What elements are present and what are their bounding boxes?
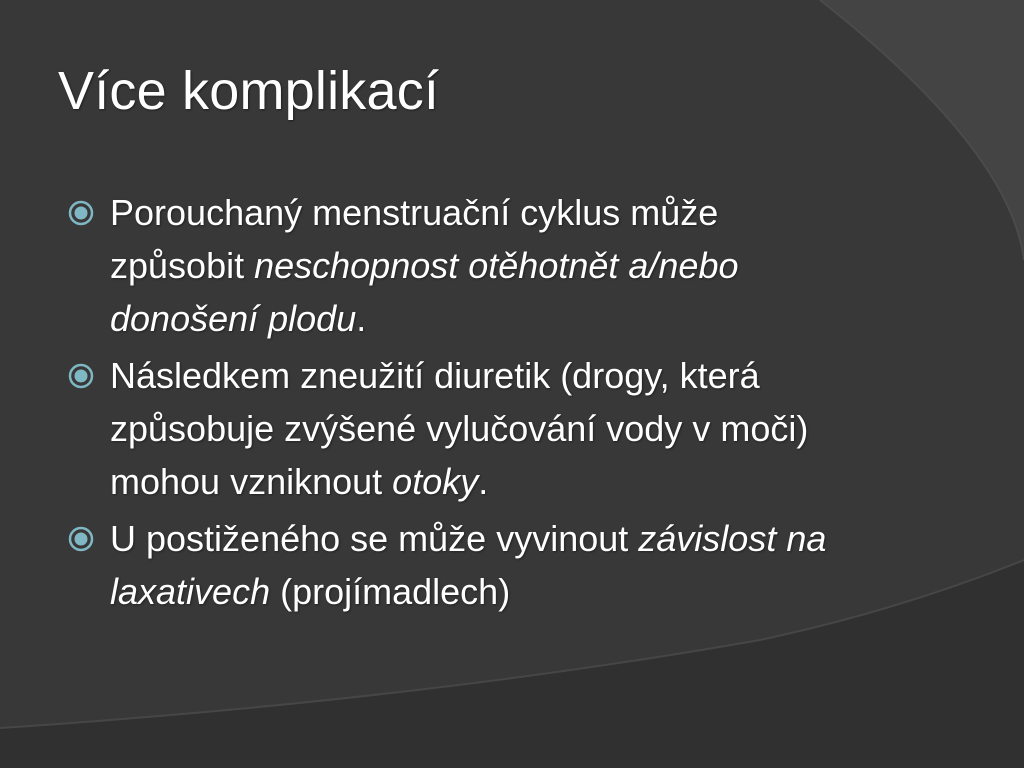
bullet-item [64,349,854,508]
bullet-text: Porouchaný menstruační cyklus může způsobit [110,192,719,286]
bullet-text: U postiženého se může vyvinout [110,518,639,559]
circle-dot-icon [68,200,94,226]
bullet-item [64,512,854,618]
bullet-text-end: . [478,461,489,502]
bullet-text: Následkem zneužití diuretik (drogy, která způsobuje zvýšené vylučování vody v moči) mohou vzniknout [110,355,809,502]
circle-dot-icon [68,526,94,552]
bullet-text-end: . [356,298,367,339]
bullet-emphasis: neschopnost otěhotnět a/nebo donošení plodu [110,245,739,339]
bullet-list [64,186,854,622]
bullet-text-end: (projímadlech) [270,571,511,612]
bullet-emphasis: závislost na laxativech [110,518,827,612]
bullet-item [64,186,854,345]
circle-dot-icon [68,363,94,389]
bullet-emphasis: otoky [392,461,479,502]
slide-title: Více komplikací [58,61,440,121]
